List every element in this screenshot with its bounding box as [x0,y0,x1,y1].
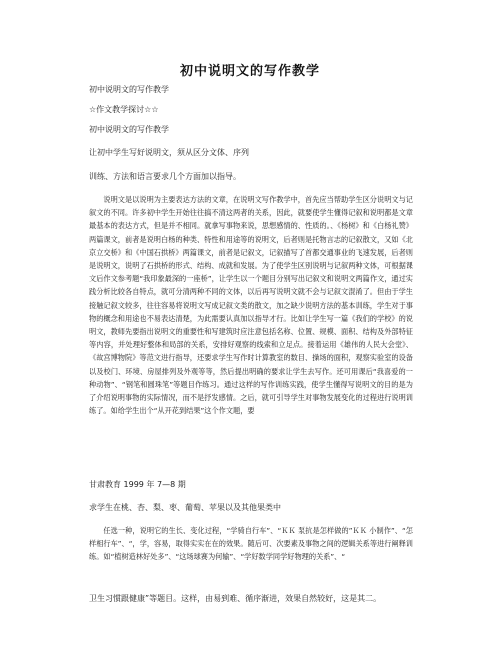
document-title: 初中说明文的写作教学 [179,64,320,79]
abstract-line-1: 让初中学生写好说明文，须从区分文体、序列 [89,148,249,157]
exercise-paragraph: 任选一种，说明它的生长、变化过程，“学骑自行车”、“ＫＫ 泵抗是怎样做的”ＫＫ 小制作”、“怎样相行车”、“，学，容易，取得实实在在的效果。随后可、次要素及事物之间的逻辑关系等进行阐释训练。如“植树造林好处多”、“这场球赛为何输”、“学好数学同学好物理的关系”、“ [89,526,413,562]
subtitle-line: 初中说明文的写作教学 [89,85,169,94]
article-title-line: 初中说明文的写作教学 [89,125,169,134]
closing-paragraph: 卫生习惯跟健康”等题目。这样，由易到难、循序渐进，效果自然较好，这是其二。 [89,594,382,603]
abstract-line-2: 训练、方法和语言要求几个方面加以指导。 [89,172,241,181]
fruit-paragraph-line: 求学生在桃、杏、梨、枣、葡萄、苹果以及其他果类中 [89,503,281,512]
body-paragraph: 说明文是以说明为主要表达方法的文章，在说明文写作教学中，首先应当帮助学生区分说明文与记叙文的不同。许多初中学生开始往往搞不清这两者的关系，因此，就要使学生懂得记叙和说明都是文章最基本的表达方式，但是并不相同。就拿写事物来说，思想感情的、性质的。、《杨树》和《白杨礼赞》两篇课文，前者是说明白杨的种类、特性和用途等的说明文，后者则是托物言志的记叙散文，又如《北京立交桥》和《中国石拱桥》两篇课文，前者是记叙文，记叙描写了首都交通事业的飞速发展，后者则是说明文，说明了石拱桥的形式、结构、成就和发展。为了使学生区别说明与记叙两种文体，可根据课文后作文参考题“我印象最深的一座桥”，让学生以一个题目分别写出记叙文和说明文两篇作文，通过实践分析比较各自特点，就可分清两种不同的文体，以后再写说明文就不会与记叙文混淆了。但由于学生接触记叙文较多，往往容易将说明文写成记叙文类的散文，加之缺少说明方法的基本训练，学生对于事物的概念和用途也不易表达清楚，为此需要认真加以指导才行。比如让学生写一篇《我们的学校》的说明文，教师先要指出说明文的重要性和写建筑时应注意包括名称、位置、规模、面积、结构及外部特征等内容，并处理好整体和局部的关系，安排好观察的线索和立足点。接着运用《雄伟的人民大会堂》、《故宫博物院》等范文进行指导，还要求学生写作时计算教室的数目、操场的面积，观察实验室的设备以及校门、环境、房屋排列及外观等等，然后提出明确的要求让学生去写作。还可用课后“我喜爱的一种动物”、“钢笔和圆珠笔”等题目作练习。通过这样的写作训练实践，使学生懂得写说明文的目的是为了介绍说明事物的实际情况，而不是抒发感情。之后，就可引导学生对事物发展变化的过程进行说明训练了。如给学生出个“从开花到结果”这个作文题，要 [89,195,413,416]
column-label-line: ☆作文教学探讨☆☆ [89,105,159,114]
source-citation: 甘肃教育 1999 年 7—8 期 [89,480,186,489]
